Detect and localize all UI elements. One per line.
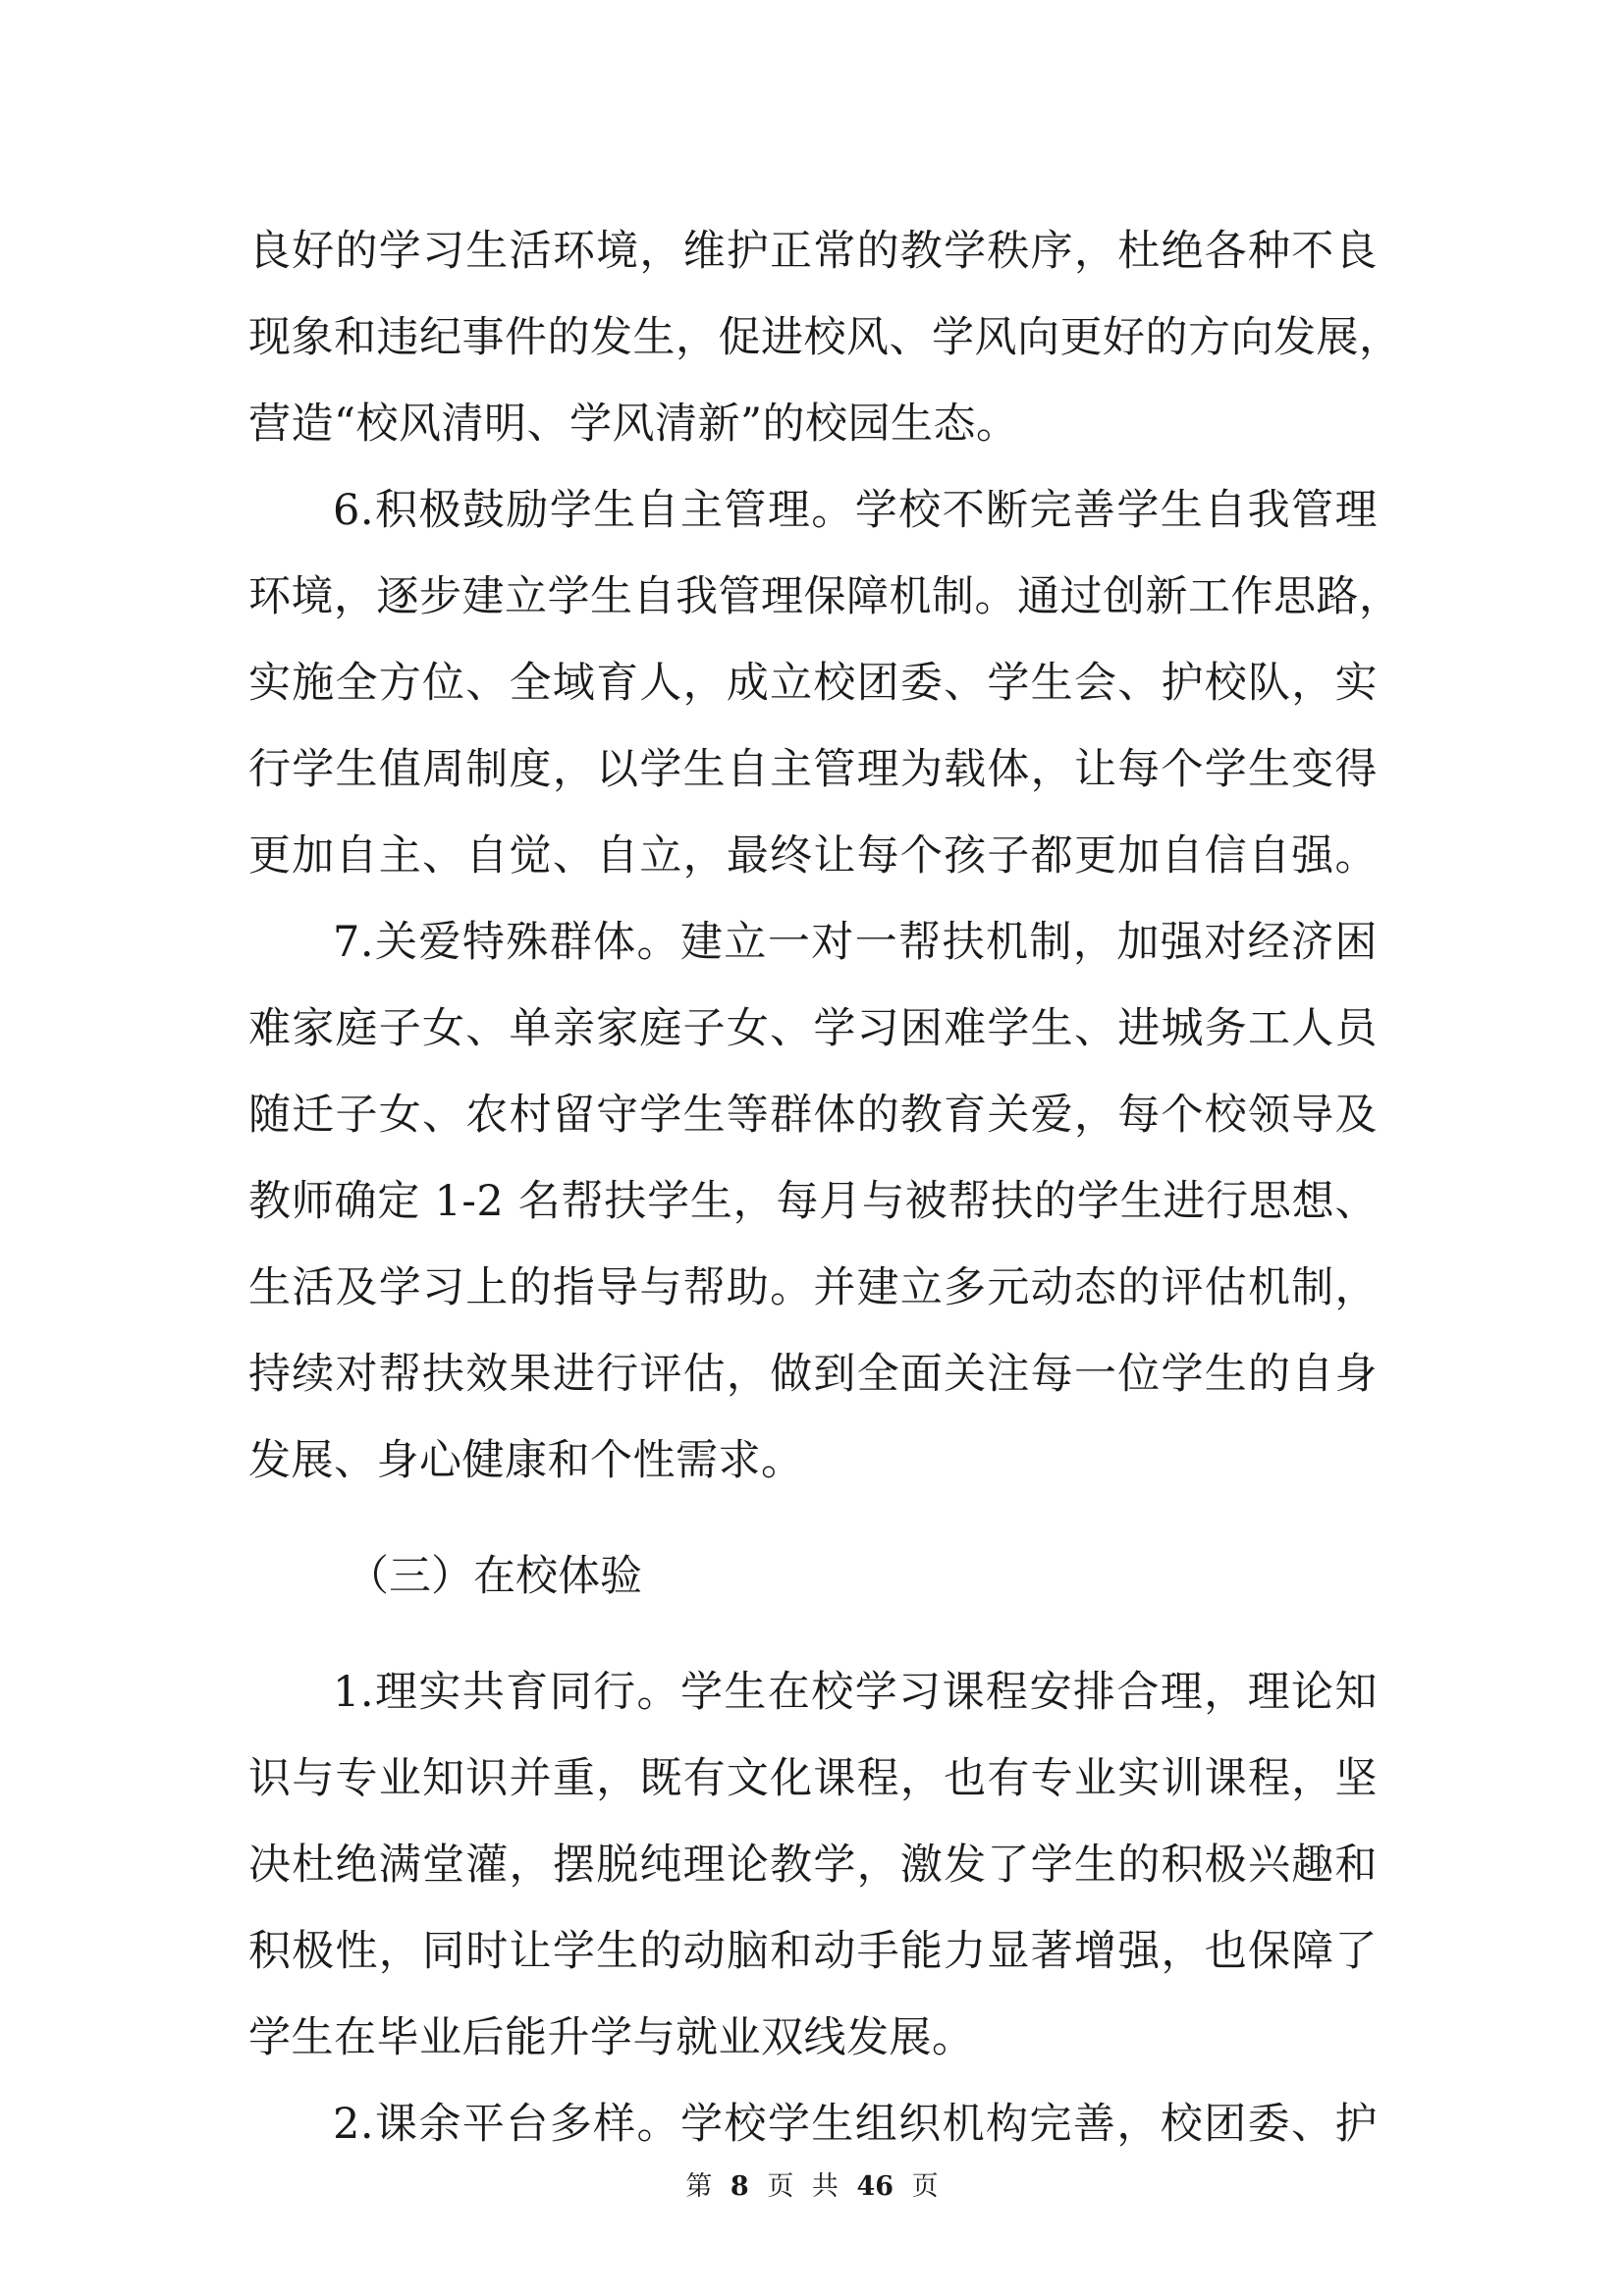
text-line: 发展、身心健康和个性需求。 bbox=[248, 1436, 804, 1485]
page-footer bbox=[0, 2164, 1624, 2203]
text-line: 难家庭子女、单亲家庭子女、学习困难学生、进城务工人员 bbox=[248, 1004, 1378, 1053]
text-line: 持续对帮扶效果进行评估，做到全面关注每一位学生的自身 bbox=[248, 1350, 1378, 1399]
text-line: 行学生值周制度，以学生自主管理为载体，让每个学生变得 bbox=[248, 745, 1378, 794]
body-text bbox=[248, 208, 1402, 2167]
footer-suffix: 页 bbox=[911, 2171, 939, 2202]
text-line: 生活及学习上的指导与帮助。并建立多元动态的评估机制， bbox=[248, 1263, 1378, 1312]
paragraph-6-start: 6.积极鼓励学生自主管理。学校不断完善学生自我管理 bbox=[333, 486, 1378, 535]
text-line: 环境，逐步建立学生自我管理保障机制。通过创新工作思路， bbox=[248, 572, 1402, 621]
text-line: 现象和违纪事件的发生，促进校风、学风向更好的方向发展， bbox=[248, 313, 1402, 362]
text-line: 决杜绝满堂灌，摆脱纯理论教学，激发了学生的积极兴趣和 bbox=[248, 1841, 1378, 1890]
text-line: 更加自主、自觉、自立，最终让每个孩子都更加自信自强。 bbox=[248, 831, 1378, 881]
text-line: 随迁子女、农村留守学生等群体的教育关爱，每个校领导及 bbox=[248, 1091, 1378, 1140]
text-line: 良好的学习生活环境，维护正常的教学秩序，杜绝各种不良 bbox=[248, 227, 1378, 276]
paragraph-7-start: 7.关爱特殊群体。建立一对一帮扶机制，加强对经济困 bbox=[333, 918, 1378, 967]
footer-middle: 页 共 bbox=[767, 2171, 839, 2202]
paragraph-1-start: 1.理实共育同行。学生在校学习课程安排合理，理论知 bbox=[333, 1668, 1378, 1717]
footer-prefix: 第 bbox=[685, 2171, 713, 2202]
text-line: 学生在毕业后能升学与就业双线发展。 bbox=[248, 2013, 975, 2062]
text-line: 实施全方位、全域育人，成立校团委、学生会、护校队，实 bbox=[248, 659, 1378, 708]
total-page-count: 46 bbox=[856, 2171, 894, 2202]
text-line: 教师确定 1-2 名帮扶学生，每月与被帮扶的学生进行思想、 bbox=[248, 1177, 1378, 1226]
text-line: 识与专业知识并重，既有文化课程，也有专业实训课程，坚 bbox=[248, 1754, 1378, 1803]
section-heading: （三）在校体验 bbox=[347, 1552, 642, 1601]
text-line: 积极性，同时让学生的动脑和动手能力显著增强，也保障了 bbox=[248, 1927, 1378, 1976]
current-page-number: 8 bbox=[730, 2171, 749, 2202]
paragraph-2-start: 2.课余平台多样。学校学生组织机构完善，校团委、护 bbox=[333, 2100, 1378, 2149]
text-line: 营造“校风清明、学风清新”的校园生态。 bbox=[248, 400, 1019, 449]
